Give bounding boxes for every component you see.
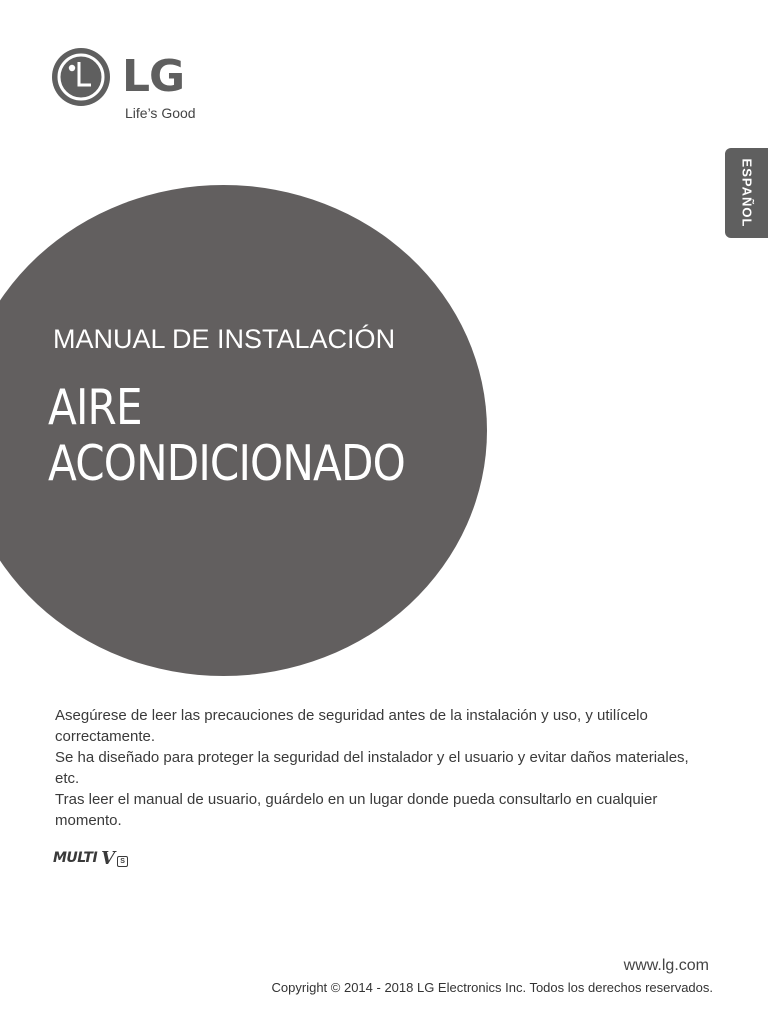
brand-name: LG [122,51,185,102]
manual-subtitle: MANUAL DE INSTALACIÓN [53,324,396,354]
multi-v-letter: V [101,847,116,869]
lg-face-icon [52,48,110,106]
notice-paragraph: Se ha diseñado para proteger la seguridad del instalador y el usuario y evitar daños materiales, etc. [55,749,689,787]
brand-tagline: Life’s Good [125,105,196,121]
product-title [48,380,405,492]
copyright-text: Copyright © 2014 - 2018 LG Electronics Inc. Todos los derechos reservados. [271,980,713,995]
multi-v-logo [53,848,128,868]
website-link[interactable]: www.lg.com [623,957,709,974]
safety-notice [55,705,695,831]
notice-paragraph: Asegúrese de leer las precauciones de seguridad antes de la instalación y uso, y utilícelo correctamente. [55,707,648,745]
product-title-line2: ACONDICIONADO [48,435,405,492]
multi-v-badge: S [117,856,128,867]
notice-paragraph: Tras leer el manual de usuario, guárdelo en un lugar donde pueda consultarlo en cualquier momento. [55,791,658,829]
lg-logo [52,48,222,128]
language-label: ESPAÑOL [739,158,754,228]
multi-v-word: MULTI [53,850,98,866]
language-tab [725,148,768,238]
product-title-line1: AIRE [48,379,142,436]
